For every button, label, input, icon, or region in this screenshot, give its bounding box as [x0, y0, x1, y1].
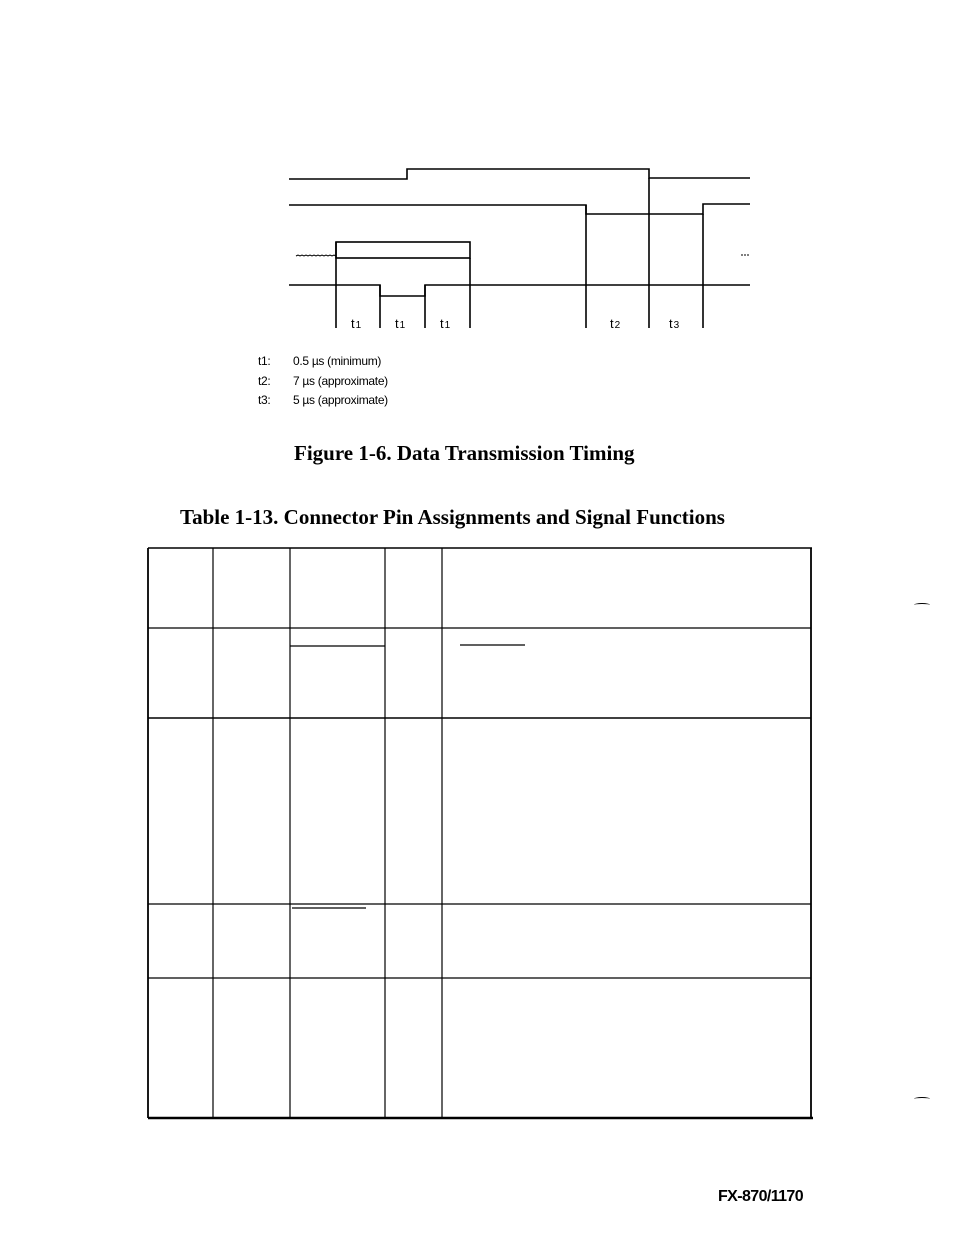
legend-label: t1: [258, 354, 271, 368]
margin-mark [914, 603, 930, 607]
interval-label: t3 [669, 316, 680, 331]
legend-value: 7 µs (approximate) [293, 374, 388, 388]
legend-label: t2: [258, 374, 271, 388]
interval-label: t1 [351, 316, 362, 331]
legend-value: 0.5 µs (minimum) [293, 354, 382, 368]
legend-value: 5 µs (approximate) [293, 393, 388, 407]
footer-model-id: FX-870/1170 [718, 1188, 804, 1205]
interval-label: t1 [440, 316, 451, 331]
legend-label: t3: [258, 393, 271, 407]
margin-mark [914, 1097, 930, 1101]
interval-label: t1 [395, 316, 406, 331]
interval-label: t2 [610, 316, 621, 331]
figure-caption: Figure 1-6. Data Transmission Timing [294, 441, 635, 465]
table-caption: Table 1-13. Connector Pin Assignments and Signal Functions [180, 505, 725, 529]
